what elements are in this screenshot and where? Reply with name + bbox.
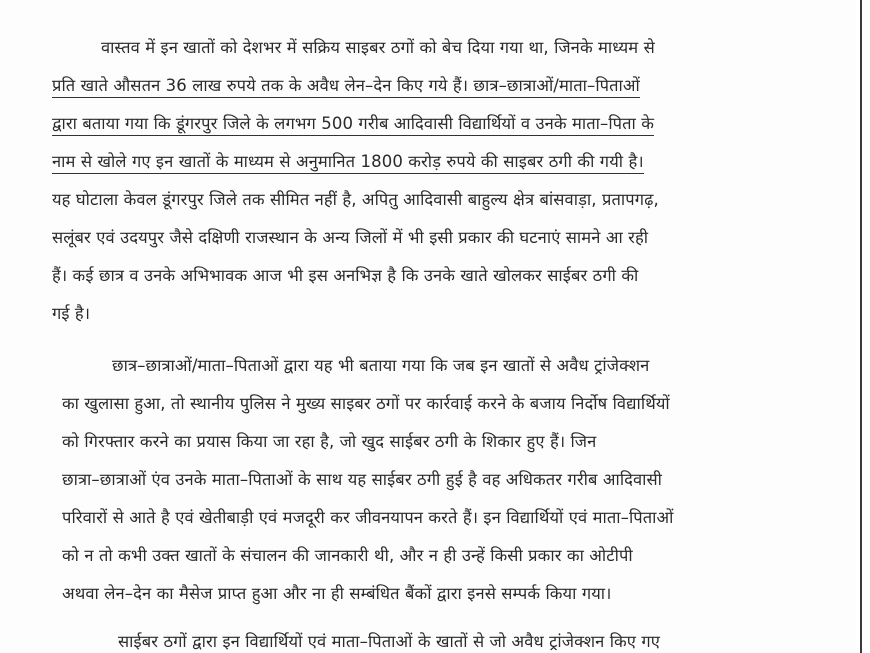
paragraph-1-line-6: सलूंबर एवं उदयपुर जैसे दक्षिणी राजस्थान के अन्य जिलों में भी इसी प्रकार की घटनाएं सामने आ रही bbox=[52, 228, 649, 247]
paragraph-1-line-3: द्वारा बताया गया कि डूंगरपुर जिले के लगभग 500 गरीब आदिवासी विद्यार्थियों व उनके माता–पिता के bbox=[52, 111, 654, 136]
paragraph-2-line-1: छात्र–छात्राओं/माता–पिताओं द्वारा यह भी बताया गया कि जब इन खातों से अवैध ट्रांजेक्शन bbox=[112, 356, 650, 375]
paragraph-2-line-2: का खुलासा हुआ, तो स्थानीय पुलिस ने मुख्य साइबर ठगों पर कार्रवाई करने के बजाय निर्दोष विद्यार्थियों bbox=[62, 394, 670, 413]
paragraph-2-line-5: परिवारों से आते है एवं खेतीबाड़ी एवं मजदूरी कर जीवनयापन करते हैं। इन विद्यार्थियों एवं माता–पिताओं bbox=[62, 508, 674, 527]
paragraph-1-line-4: नाम से खोले गए इन खातों के माध्यम से अनुमानित 1800 करोड़ रुपये की साइबर ठगी की गयी है। bbox=[52, 149, 644, 174]
paragraph-1-line-2: प्रति खाते औसतन 36 लाख रुपये तक के अवैध लेन–देन किए गये हैं। छात्र–छात्राओं/माता–पिताओं bbox=[52, 73, 640, 98]
paragraph-1-line-1: वास्तव में इन खातों को देशभर में सक्रिय साइबर ठगों को बेच दिया गया था, जिनके माध्यम से bbox=[101, 38, 655, 57]
page-edge-divider bbox=[860, 0, 862, 653]
paragraph-2-line-3: को गिरफ्तार करने का प्रयास किया जा रहा है, जो खुद साईबर ठगी के शिकार हुए हैं। जिन bbox=[62, 432, 597, 451]
paragraph-1-line-5: यह घोटाला केवल डूंगरपुर जिले तक सीमित नहीं है, अपितु आदिवासी बाहुल्य क्षेत्र बांसवाड़ा, प्रतापगढ़, bbox=[52, 190, 659, 209]
paragraph-1-line-7: हैं। कई छात्र व उनके अभिभावक आज भी इस अनभिज्ञ है कि उनके खाते खोलकर साईबर ठगी की bbox=[52, 266, 639, 285]
paragraph-3-line-1: साईबर ठगों द्वारा इन विद्यार्थियों एवं माता–पिताओं के खातों से जो अवैध ट्रांजेक्शन किए गए bbox=[118, 632, 660, 651]
paragraph-2-line-4: छात्रा–छात्राओं एंव उनके माता–पिताओं के साथ यह साईबर ठगी हुई है वह अधिकतर गरीब आदिवासी bbox=[62, 470, 663, 489]
paragraph-1-line-8: गई है। bbox=[52, 304, 91, 323]
paragraph-2-line-6: को न तो कभी उक्त खातों के संचालन की जानकारी थी, और न ही उन्हें किसी प्रकार का ओटीपी bbox=[62, 546, 633, 565]
paragraph-2-line-7: अथवा लेन–देन का मैसेज प्राप्त हुआ और ना ही सम्बंधित बैंकों द्वारा इनसे सम्पर्क किया गया। bbox=[62, 584, 612, 603]
